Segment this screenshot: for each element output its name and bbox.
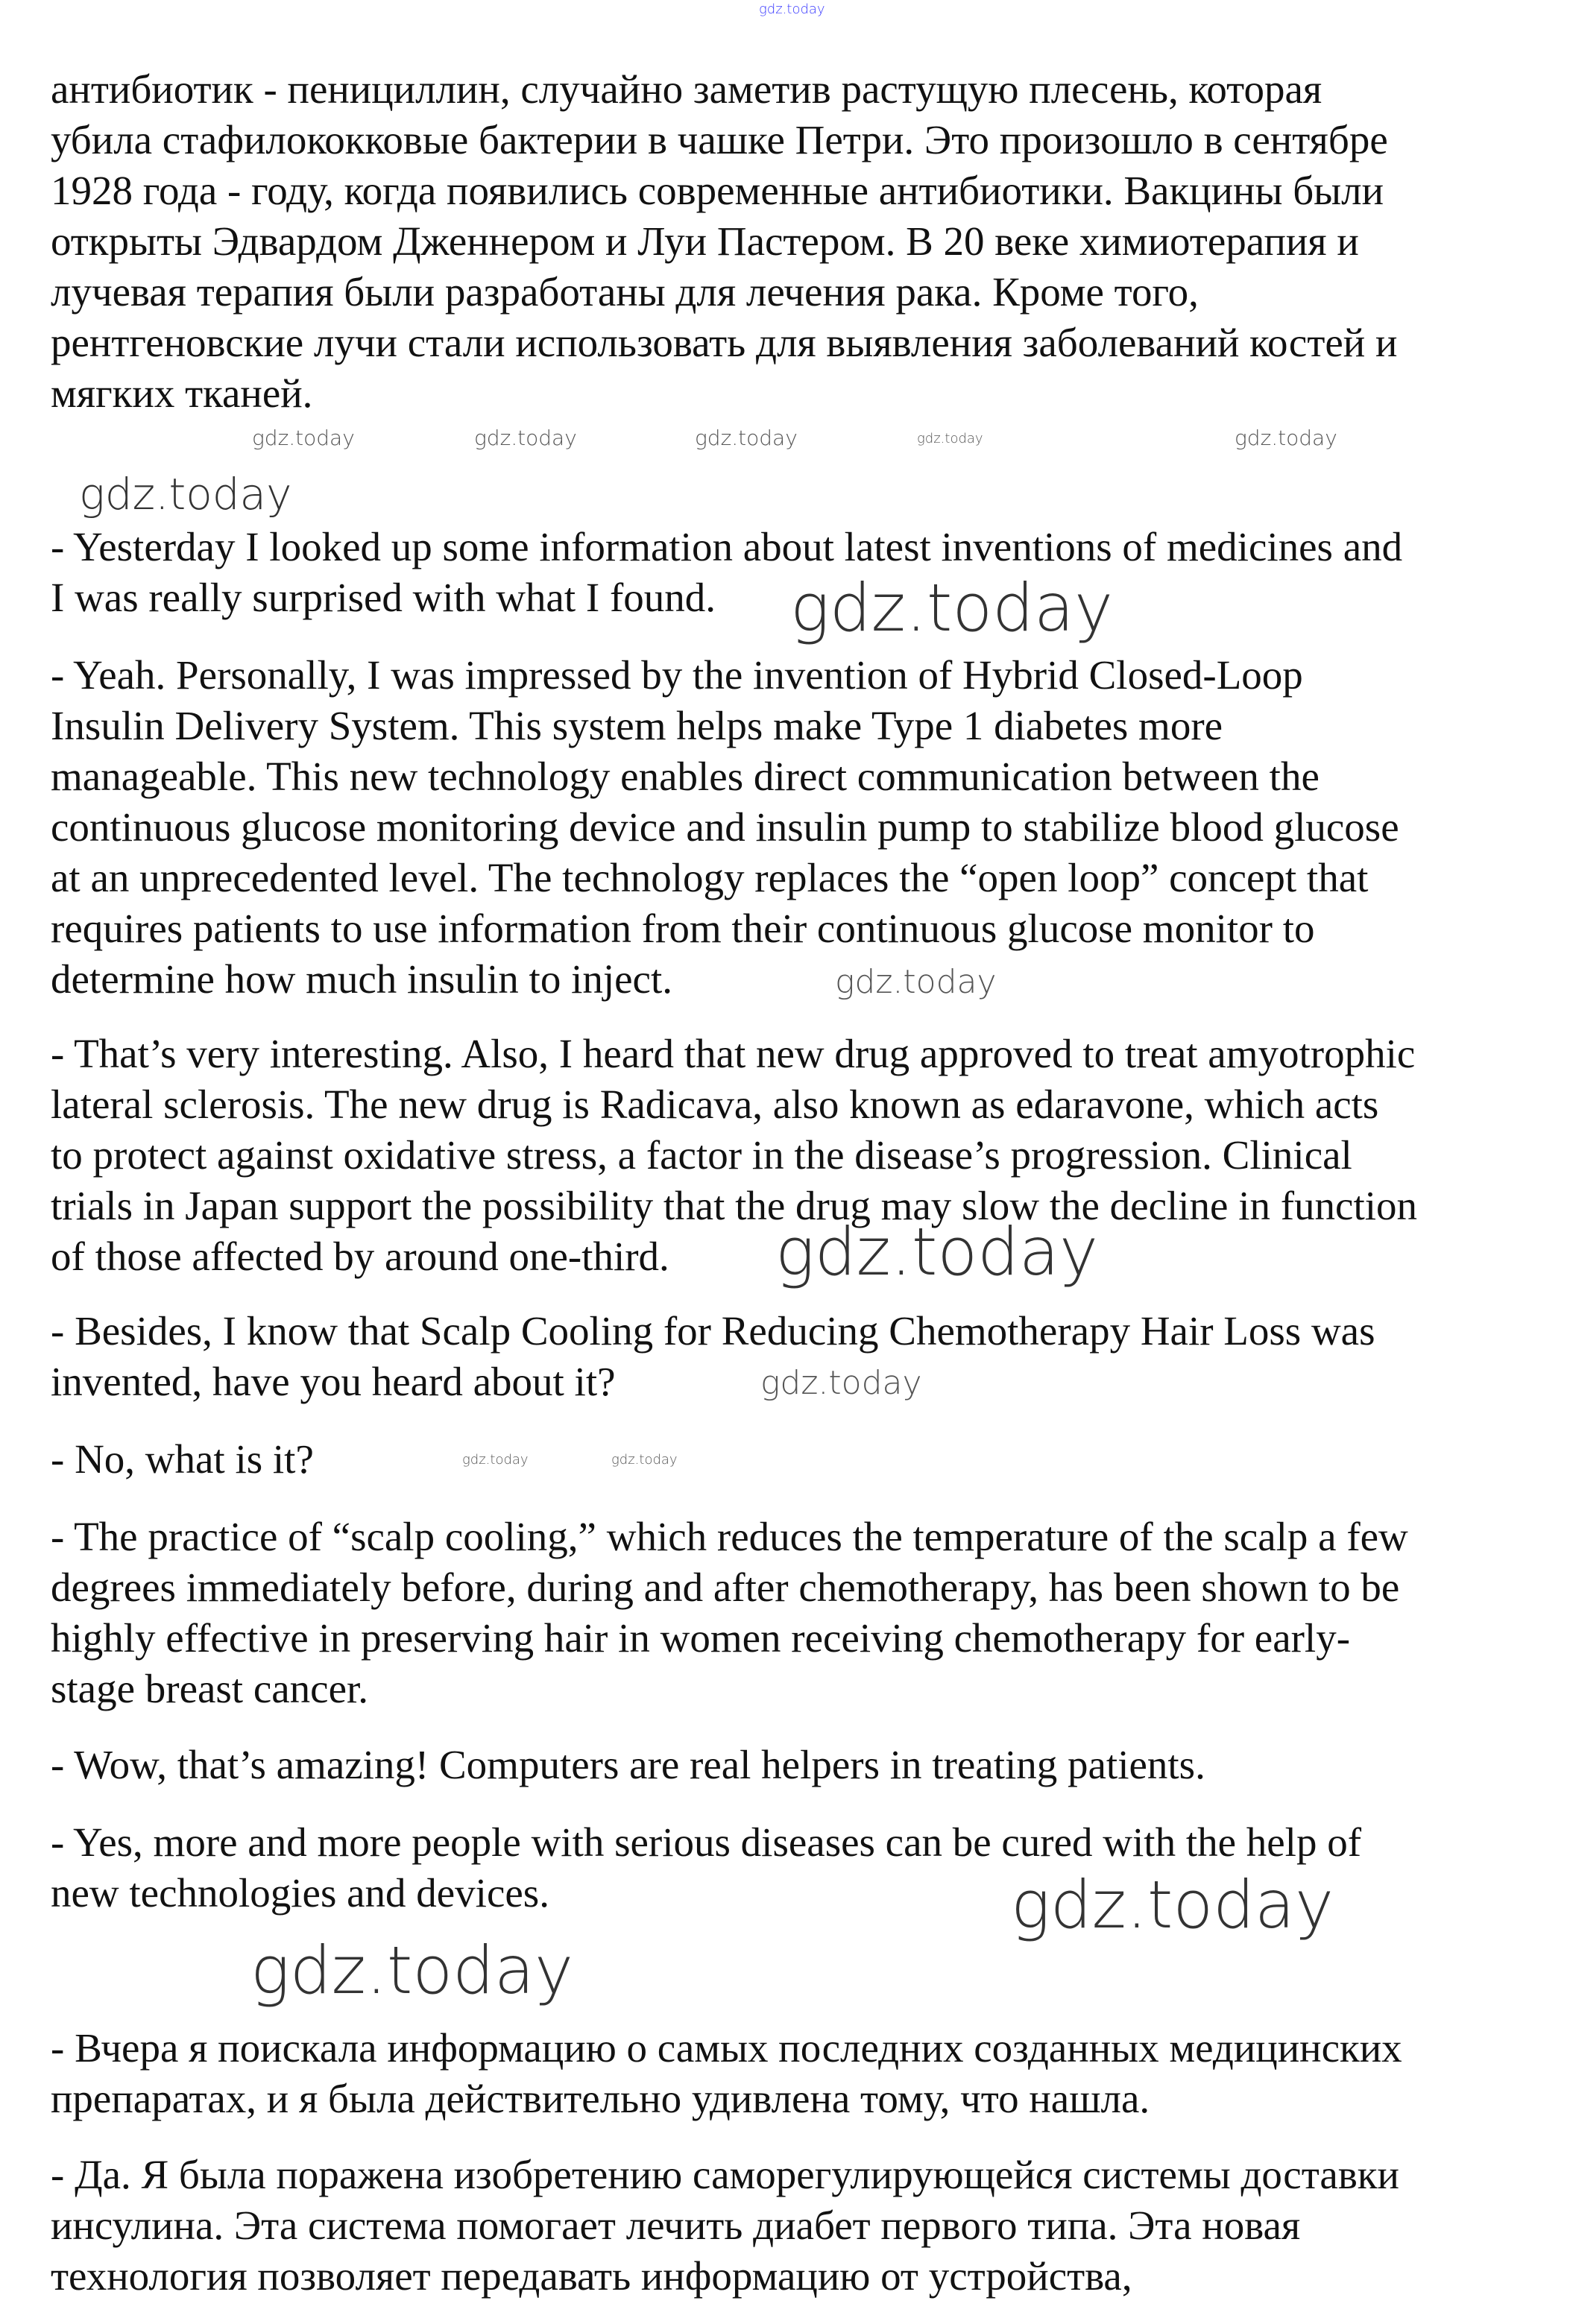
watermark: gdz.today — [775, 1213, 1099, 1290]
text-line: технология позволяет передавать информацию от устройства, — [51, 2253, 1132, 2299]
watermark: gdz.today — [1011, 1866, 1334, 1943]
text-line: - Yesterday I looked up some information about latest inventions of medicines and — [51, 524, 1403, 569]
paragraph — [51, 650, 1399, 1005]
paragraph — [51, 1740, 1205, 1790]
text-line: - Yeah. Personally, I was impressed by the invention of Hybrid Closed-Loop — [51, 652, 1303, 698]
watermark: gdz.today — [462, 1452, 529, 1468]
watermark: gdz.today — [250, 1932, 574, 2009]
text-line: requires patients to use information from their continuous glucose monitor to — [51, 906, 1315, 951]
text-line: manageable. This new technology enables direct communication between the — [51, 754, 1320, 799]
watermark: gdz.today — [835, 963, 997, 1001]
text-line: убила стафилококковые бактерии в чашке Петри. Это произошло в сентябре — [51, 117, 1388, 162]
paragraph — [51, 1029, 1417, 1282]
text-line: - Yes, more and more people with serious diseases can be cured with the help of — [51, 1819, 1362, 1865]
text-line: - Wow, that’s amazing! Computers are real helpers in treating patients. — [51, 1742, 1205, 1787]
paragraph — [51, 1434, 314, 1485]
watermark: gdz.today — [611, 1452, 678, 1468]
watermark: gdz.today — [252, 426, 355, 450]
text-line: - Вчера я поискала информацию о самых последних созданных медицинских — [51, 2025, 1402, 2071]
text-line: stage breast cancer. — [51, 1666, 369, 1711]
text-line: determine how much insulin to inject. — [51, 956, 672, 1002]
text-line: инсулина. Эта система помогает лечить диабет первого типа. Эта новая — [51, 2203, 1301, 2248]
watermark: gdz.today — [474, 426, 577, 450]
paragraph — [51, 1512, 1408, 1714]
text-line: рентгеновские лучи стали использовать для выявления заболеваний костей и — [51, 320, 1398, 365]
text-line: new technologies and devices. — [51, 1870, 549, 1916]
watermark: gdz.today — [760, 1364, 922, 1402]
text-line: лучевая терапия были разработаны для лечения рака. Кроме того, — [51, 269, 1199, 315]
text-line: 1928 года - году, когда появились современные антибиотики. Вакцины были — [51, 168, 1384, 213]
watermark: gdz.today — [759, 1, 825, 17]
watermark: gdz.today — [79, 469, 292, 520]
text-line: highly effective in preserving hair in women receiving chemotherapy for early- — [51, 1615, 1351, 1661]
text-line: - Besides, I know that Scalp Cooling for Reducing Chemotherapy Hair Loss was — [51, 1308, 1375, 1354]
watermark: gdz.today — [790, 569, 1114, 646]
text-line: - The practice of “scalp cooling,” which reduces the temperature of the scalp a few — [51, 1514, 1408, 1559]
text-line: препаратах, и я была действительно удивлена тому, что нашла. — [51, 2076, 1150, 2121]
text-line: антибиотик - пенициллин, случайно заметив растущую плесень, которая — [51, 66, 1322, 112]
watermark: gdz.today — [695, 426, 798, 450]
text-line: I was really surprised with what I found. — [51, 575, 716, 620]
text-line: trials in Japan support the possibility that the drug may slow the decline in function — [51, 1183, 1418, 1228]
text-line: - That’s very interesting. Also, I heard that new drug approved to treat amyotrophic — [51, 1031, 1416, 1076]
text-line: to protect against oxidative stress, a factor in the disease’s progression. Clinical — [51, 1132, 1352, 1178]
watermark: gdz.today — [1235, 426, 1337, 450]
text-line: continuous glucose monitoring device and insulin pump to stabilize blood glucose — [51, 804, 1399, 850]
text-line: of those affected by around one-third. — [51, 1234, 669, 1279]
text-line: lateral sclerosis. The new drug is Radicava, also known as edaravone, which acts — [51, 1082, 1379, 1127]
text-line: at an unprecedented level. The technology replaces the “open loop” concept that — [51, 855, 1369, 900]
text-line: Insulin Delivery System. This system helps make Type 1 diabetes more — [51, 703, 1223, 748]
paragraph — [51, 522, 1402, 623]
paragraph — [51, 2150, 1399, 2302]
text-line: мягких тканей. — [51, 370, 313, 416]
text-line: invented, have you heard about it? — [51, 1359, 616, 1404]
text-line: - No, what is it? — [51, 1436, 314, 1482]
paragraph — [51, 2023, 1402, 2124]
text-line: degrees immediately before, during and after chemotherapy, has been shown to be — [51, 1564, 1400, 1610]
text-line: открыты Эдвардом Дженнером и Луи Пастером. В 20 веке химиотерапия и — [51, 218, 1359, 264]
watermark: gdz.today — [917, 431, 983, 446]
paragraph — [51, 1306, 1375, 1407]
paragraph — [51, 64, 1397, 419]
text-line: - Да. Я была поражена изобретению саморегулирующейся системы доставки — [51, 2152, 1399, 2197]
